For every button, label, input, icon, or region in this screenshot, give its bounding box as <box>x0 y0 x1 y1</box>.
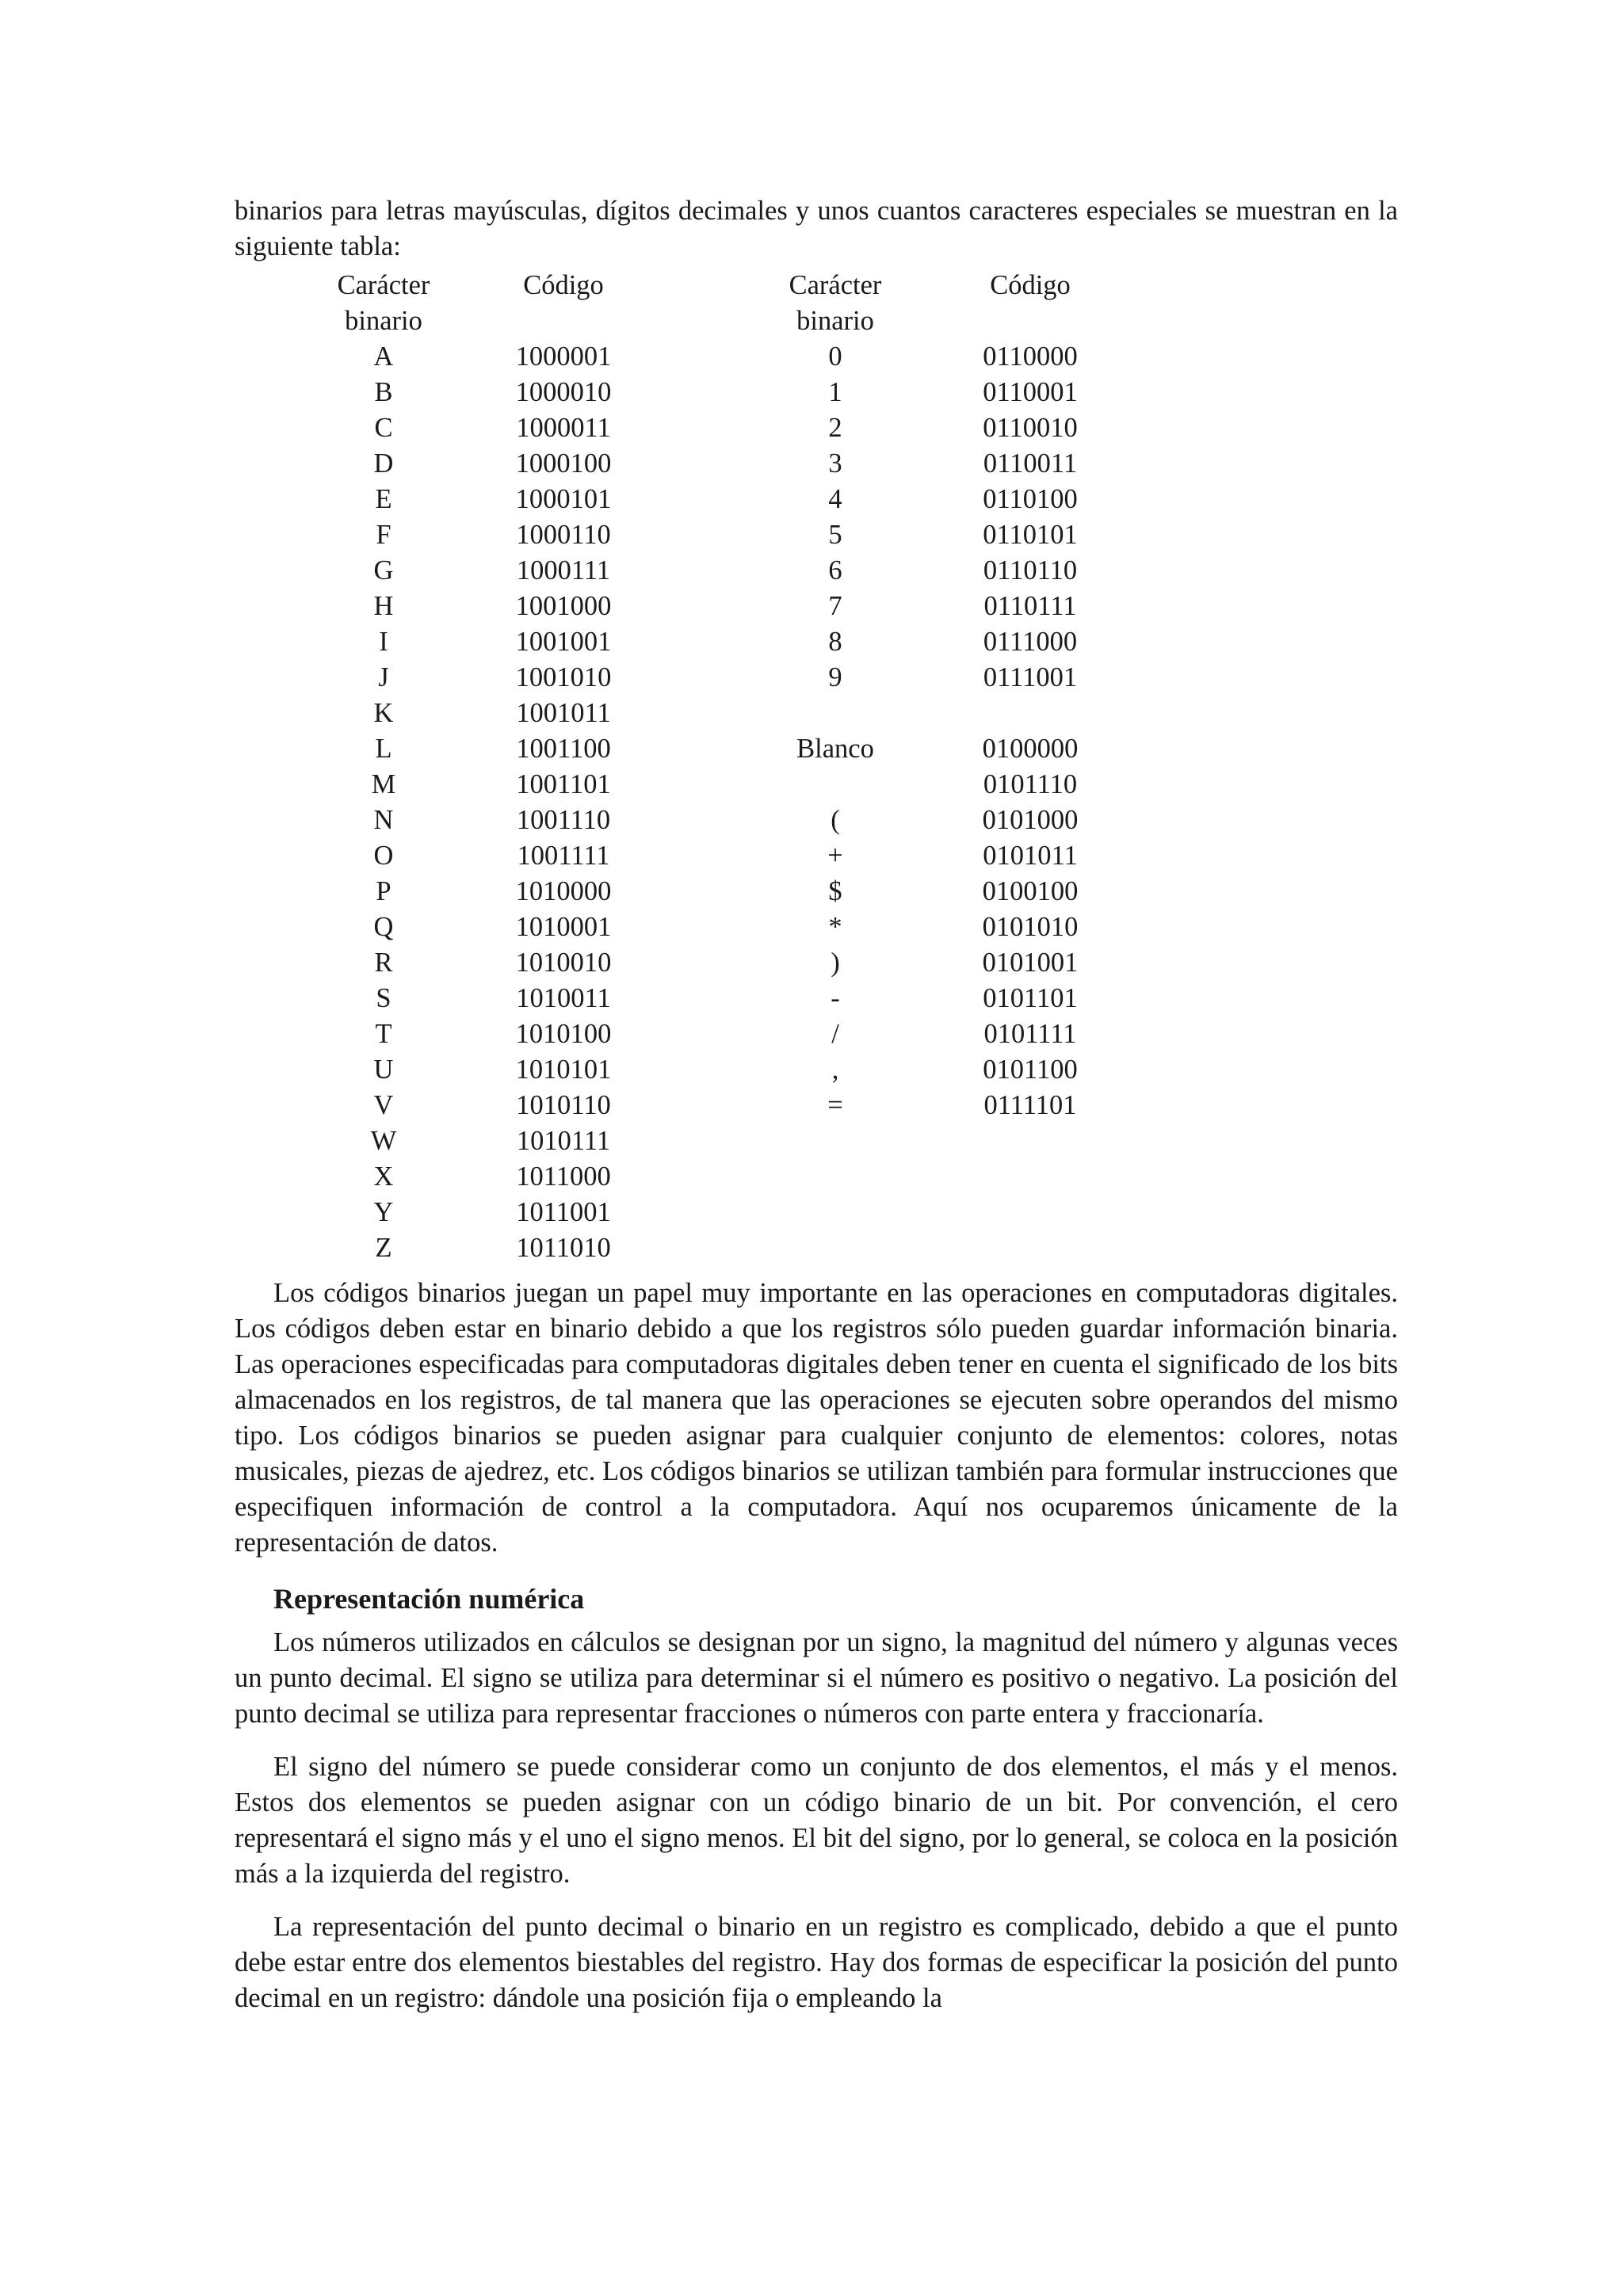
table-row <box>235 1230 1398 1266</box>
cell-code-left: 1010000 <box>515 876 612 906</box>
header-character-left: Carácter binario <box>337 270 430 336</box>
cell-character-right: 8 <box>828 627 842 657</box>
header-character-right: Carácter binario <box>789 270 882 336</box>
cell-code-left: 1010100 <box>515 1019 612 1049</box>
table-row <box>235 1195 1398 1230</box>
cell-code-left: 1000010 <box>515 377 612 407</box>
cell-code-left: 1010110 <box>516 1090 611 1120</box>
cell-character-left: V <box>373 1090 394 1120</box>
table-row <box>235 624 1398 660</box>
cell-code-right: 0110011 <box>983 448 1078 479</box>
cell-code-right: 0101101 <box>983 983 1078 1013</box>
table-row <box>235 482 1398 517</box>
table-header-row <box>235 268 1398 339</box>
cell-code-right: 0111001 <box>983 662 1078 692</box>
cell-code-right: 0111000 <box>983 627 1078 657</box>
cell-code-right: 0101001 <box>982 948 1079 978</box>
header-code-right: Código <box>990 270 1071 300</box>
header-code-left: Código <box>523 270 604 300</box>
cell-code-left: 1000110 <box>516 520 611 550</box>
cell-character-right: - <box>831 983 840 1013</box>
cell-character-right: 5 <box>828 520 842 550</box>
cell-character-left: B <box>374 377 393 407</box>
paragraph-sign: El signo del número se puede considerar como un conjunto de dos elementos, el más y el menos. Estos dos elementos se pueden asignar con un código binario de un bit. Por convención, el cero representará el signo más y el uno el signo menos. El bit del signo, por lo general, se coloca en la posición más a la izquierda del registro. <box>235 1752 1398 1889</box>
table-row <box>235 1016 1398 1052</box>
table-row <box>235 1159 1398 1195</box>
cell-character-right: 0 <box>828 341 842 372</box>
table-body <box>235 339 1398 1266</box>
cell-character-right: * <box>828 912 842 942</box>
cell-character-left: W <box>370 1126 397 1156</box>
table-row <box>235 589 1398 624</box>
cell-code-left: 1000100 <box>515 448 612 479</box>
cell-character-left: I <box>379 627 388 657</box>
table-row <box>235 553 1398 589</box>
cell-character-right: 9 <box>828 662 842 692</box>
cell-character-right: , <box>831 1055 839 1085</box>
cell-character-left: C <box>374 413 393 443</box>
cell-code-right: 0110010 <box>983 413 1078 443</box>
cell-character-right: = <box>827 1090 843 1120</box>
cell-character-right <box>769 1123 902 1159</box>
document-page <box>235 193 1398 2016</box>
cell-code-right: 0110100 <box>983 484 1078 514</box>
cell-code-left: 1001100 <box>516 734 611 764</box>
cell-character-left: P <box>376 876 391 906</box>
cell-character-right <box>769 1230 902 1266</box>
cell-character-right <box>769 1195 902 1230</box>
cell-code-right: 0110111 <box>983 591 1077 621</box>
cell-code-right <box>975 1159 1086 1195</box>
table-row <box>235 910 1398 945</box>
paragraph-numeric-representation: Los números utilizados en cálculos se designan por un signo, la magnitud del número y algunas veces un punto decimal. El signo se utiliza para determinar si el número es positivo o negativo. La posición del punto decimal se utiliza para representar fracciones o números con parte entera y fraccionaría. <box>235 1627 1398 1729</box>
cell-character-left: K <box>373 698 394 728</box>
table-row <box>235 375 1398 410</box>
cell-character-right: 3 <box>828 448 842 479</box>
cell-character-left: A <box>373 341 394 372</box>
cell-character-right: Blanco <box>796 734 874 764</box>
cell-character-left: H <box>373 591 394 621</box>
cell-code-left: 1011001 <box>516 1197 611 1227</box>
cell-code-left: 1000111 <box>516 555 611 585</box>
cell-code-left: 1000101 <box>515 484 612 514</box>
cell-code-left: 1011000 <box>516 1161 611 1192</box>
cell-character-right: $ <box>828 876 842 906</box>
table-row <box>235 1088 1398 1123</box>
table-row <box>235 981 1398 1016</box>
cell-character-right <box>769 767 902 803</box>
cell-character-left: G <box>373 555 394 585</box>
table-row <box>235 410 1398 446</box>
cell-character-right: 1 <box>828 377 842 407</box>
cell-character-left: U <box>373 1055 394 1085</box>
cell-character-left: E <box>375 484 392 514</box>
cell-code-right: 0110000 <box>983 341 1078 372</box>
cell-code-right: 0110101 <box>983 520 1078 550</box>
cell-character-right: ( <box>831 805 840 835</box>
table-row <box>235 446 1398 482</box>
cell-code-right: 0101100 <box>983 1055 1078 1085</box>
paragraph-decimal-point: La representación del punto decimal o binario en un registro es complicado, debido a que el punto debe estar entre dos elementos biestables del registro. Hay dos formas de especificar la posición del punto decimal en un registro: dándole una posición fija o empleando la <box>235 1912 1398 2013</box>
cell-code-left: 1001110 <box>516 805 611 835</box>
cell-character-right: + <box>827 841 843 871</box>
cell-code-right: 0100100 <box>982 876 1079 906</box>
table-row <box>235 731 1398 767</box>
cell-character-left: J <box>378 662 389 692</box>
cell-character-left: S <box>376 983 391 1013</box>
cell-code-right <box>975 696 1086 731</box>
cell-character-left: N <box>373 805 394 835</box>
cell-character-left: X <box>373 1161 394 1192</box>
cell-code-left: 1000001 <box>515 341 612 372</box>
table-row <box>235 874 1398 910</box>
cell-code-right: 0110110 <box>983 555 1078 585</box>
table-row <box>235 696 1398 731</box>
cell-character-right <box>769 696 902 731</box>
cell-code-left: 1010101 <box>515 1055 612 1085</box>
cell-code-left: 1010001 <box>515 912 612 942</box>
cell-code-left: 1001011 <box>516 698 611 728</box>
cell-character-left: O <box>373 841 394 871</box>
table-row <box>235 1123 1398 1159</box>
cell-code-left: 1000011 <box>516 413 611 443</box>
table-row <box>235 838 1398 874</box>
cell-code-right <box>975 1230 1086 1266</box>
cell-code-left: 1011010 <box>516 1233 611 1263</box>
table-row <box>235 660 1398 696</box>
table-row <box>235 767 1398 803</box>
intro-paragraph: binarios para letras mayúsculas, dígitos decimales y unos cuantos caracteres especiales se muestran en la siguiente tabla: <box>235 196 1398 261</box>
cell-code-left: 1001010 <box>515 662 612 692</box>
cell-character-left: Y <box>373 1197 394 1227</box>
table-row <box>235 1052 1398 1088</box>
cell-code-left: 1010111 <box>516 1126 611 1156</box>
cell-character-left: Q <box>373 912 394 942</box>
cell-code-right: 0101110 <box>983 769 1078 799</box>
cell-code-right: 0101010 <box>982 912 1079 942</box>
cell-character-right: 7 <box>828 591 842 621</box>
cell-code-left: 1001101 <box>516 769 611 799</box>
table-row <box>235 517 1398 553</box>
cell-code-right: 0101011 <box>983 841 1078 871</box>
cell-code-left: 1001001 <box>515 627 612 657</box>
cell-character-right: ) <box>831 948 840 978</box>
binary-code-table <box>235 268 1398 1266</box>
cell-character-left: R <box>374 948 393 978</box>
cell-character-right: 6 <box>828 555 842 585</box>
cell-code-left: 1010011 <box>516 983 611 1013</box>
cell-character-left: M <box>371 769 396 799</box>
cell-code-right: 0111101 <box>983 1090 1077 1120</box>
cell-character-right: / <box>831 1019 839 1049</box>
cell-character-left: F <box>376 520 391 550</box>
cell-code-right <box>975 1195 1086 1230</box>
cell-character-right <box>769 1159 902 1195</box>
cell-code-left: 1001111 <box>517 841 610 871</box>
cell-code-right: 0110001 <box>983 377 1078 407</box>
cell-code-left: 1001000 <box>515 591 612 621</box>
table-row <box>235 945 1398 981</box>
cell-character-right: 2 <box>828 413 842 443</box>
cell-character-left: Z <box>375 1233 392 1263</box>
cell-code-left: 1010010 <box>515 948 612 978</box>
section-title: Representación numérica <box>273 1583 585 1615</box>
cell-character-left: D <box>373 448 394 479</box>
cell-code-right <box>975 1123 1086 1159</box>
cell-code-right: 0101000 <box>982 805 1079 835</box>
cell-character-right: 4 <box>828 484 842 514</box>
cell-code-right: 0100000 <box>982 734 1079 764</box>
cell-character-left: T <box>375 1019 392 1049</box>
table-row <box>235 803 1398 838</box>
table-row <box>235 339 1398 375</box>
cell-code-right: 0101111 <box>983 1019 1077 1049</box>
cell-character-left: L <box>375 734 392 764</box>
paragraph-binary-codes: Los códigos binarios juegan un papel muy importante en las operaciones en computadoras digitales. Los códigos deben estar en binario debido a que los registros sólo pueden guardar información binaria. Las operaciones especificadas para computadoras digitales deben tener en cuenta el significado de los bits almacenados en los registros, de tal manera que las operaciones se ejecuten sobre operandos del mismo tipo. Los códigos binarios se pueden asignar para cualquier conjunto de elementos: colores, notas musicales, piezas de ajedrez, etc. Los códigos binarios se utilizan también para formular instrucciones que especifiquen información de control a la computadora. Aquí nos ocuparemos únicamente de la representación de datos. <box>235 1278 1398 1558</box>
